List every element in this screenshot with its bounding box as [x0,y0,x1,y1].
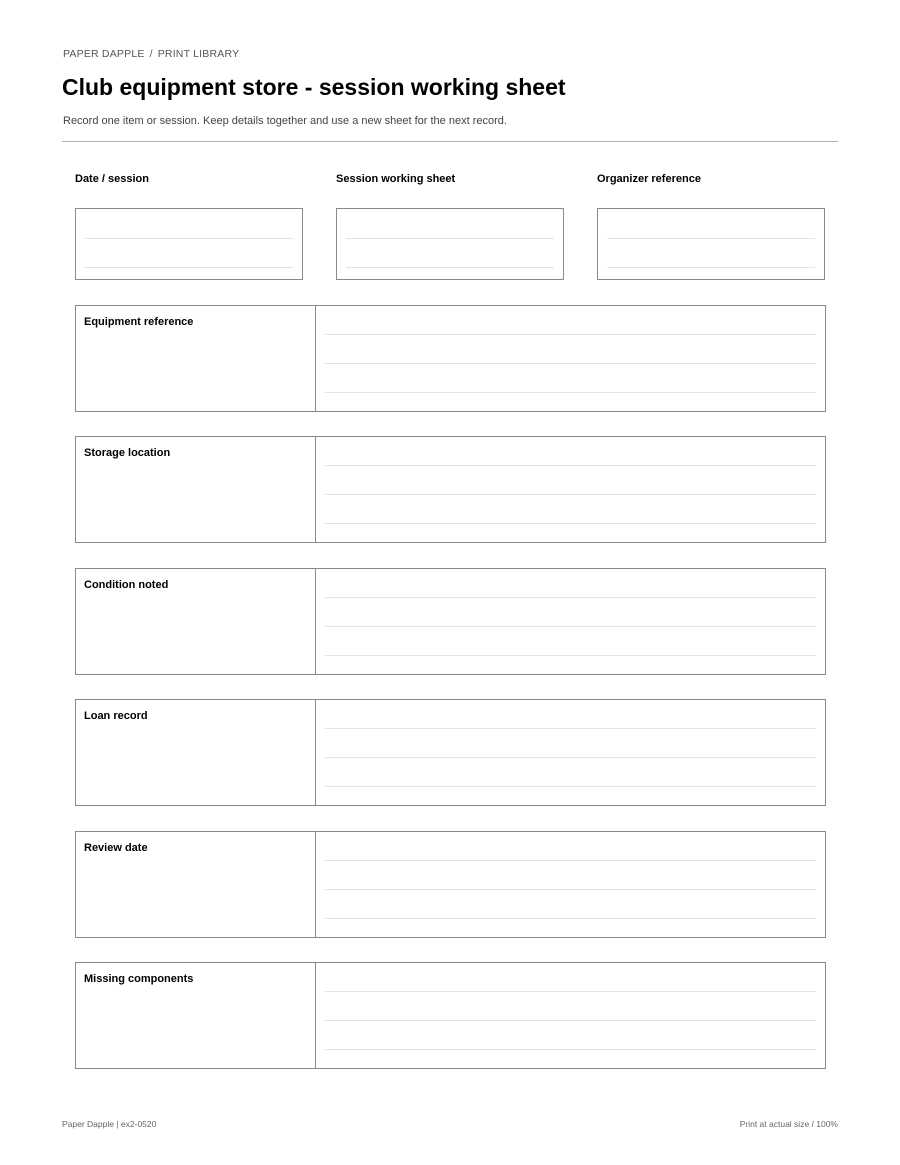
loan-record-section [75,699,826,806]
writing-line [346,238,554,239]
writing-line [325,1020,816,1021]
condition-noted-label: Condition noted [84,579,169,591]
date-session-label: Date / session [75,173,149,185]
equipment-reference-label: Equipment reference [84,316,194,328]
breadcrumb-separator: / [149,48,153,60]
section-label-cell [76,832,316,937]
missing-components-label: Missing components [84,973,194,985]
writing-line [346,267,554,268]
writing-line [325,655,816,656]
writing-line [325,1049,816,1050]
loan-record-label: Loan record [84,710,148,722]
writing-line [325,757,816,758]
equipment-reference-field[interactable] [316,306,825,411]
condition-noted-section [75,568,826,675]
missing-components-field[interactable] [316,963,825,1068]
organizer-reference-field[interactable] [597,208,825,280]
writing-line [325,889,816,890]
writing-line [325,626,816,627]
writing-line [607,238,815,239]
writing-line [85,238,293,239]
writing-line [325,392,816,393]
writing-line [325,363,816,364]
page-instructions: Record one item or session. Keep details together and use a new sheet for the next record. [63,115,507,127]
session-working-sheet-label: Session working sheet [336,173,456,185]
section-label-cell [76,306,316,411]
writing-line [325,597,816,598]
writing-line [325,523,816,524]
storage-location-label: Storage location [84,447,171,459]
section-label-cell [76,437,316,542]
section-label-cell [76,963,316,1068]
writing-line [325,860,816,861]
page-title: Club equipment store - session working sheet [62,74,566,100]
review-date-label: Review date [84,842,148,854]
breadcrumb-site[interactable]: PAPER DAPPLE [63,48,145,60]
writing-line [325,334,816,335]
equipment-reference-section [75,305,826,412]
footer-document-id: Paper Dapple | ex2-0520 [62,1119,157,1129]
breadcrumb-section[interactable]: PRINT LIBRARY [157,48,240,60]
writing-line [325,494,816,495]
writing-line [607,267,815,268]
loan-record-field[interactable] [316,700,825,805]
writing-line [325,728,816,729]
date-session-field[interactable] [75,208,303,280]
review-date-section [75,831,826,938]
section-label-cell [76,700,316,805]
review-date-field[interactable] [316,832,825,937]
session-working-sheet-field[interactable] [336,208,564,280]
header-divider [62,141,838,142]
writing-line [325,991,816,992]
storage-location-section [75,436,826,543]
breadcrumb [63,48,239,60]
footer-print-note: Print at actual size / 100% [739,1119,838,1129]
missing-components-section [75,962,826,1069]
storage-location-field[interactable] [316,437,825,542]
writing-line [85,267,293,268]
writing-line [325,465,816,466]
organizer-reference-label: Organizer reference [597,173,701,185]
writing-line [325,918,816,919]
writing-line [325,786,816,787]
section-label-cell [76,569,316,674]
condition-noted-field[interactable] [316,569,825,674]
